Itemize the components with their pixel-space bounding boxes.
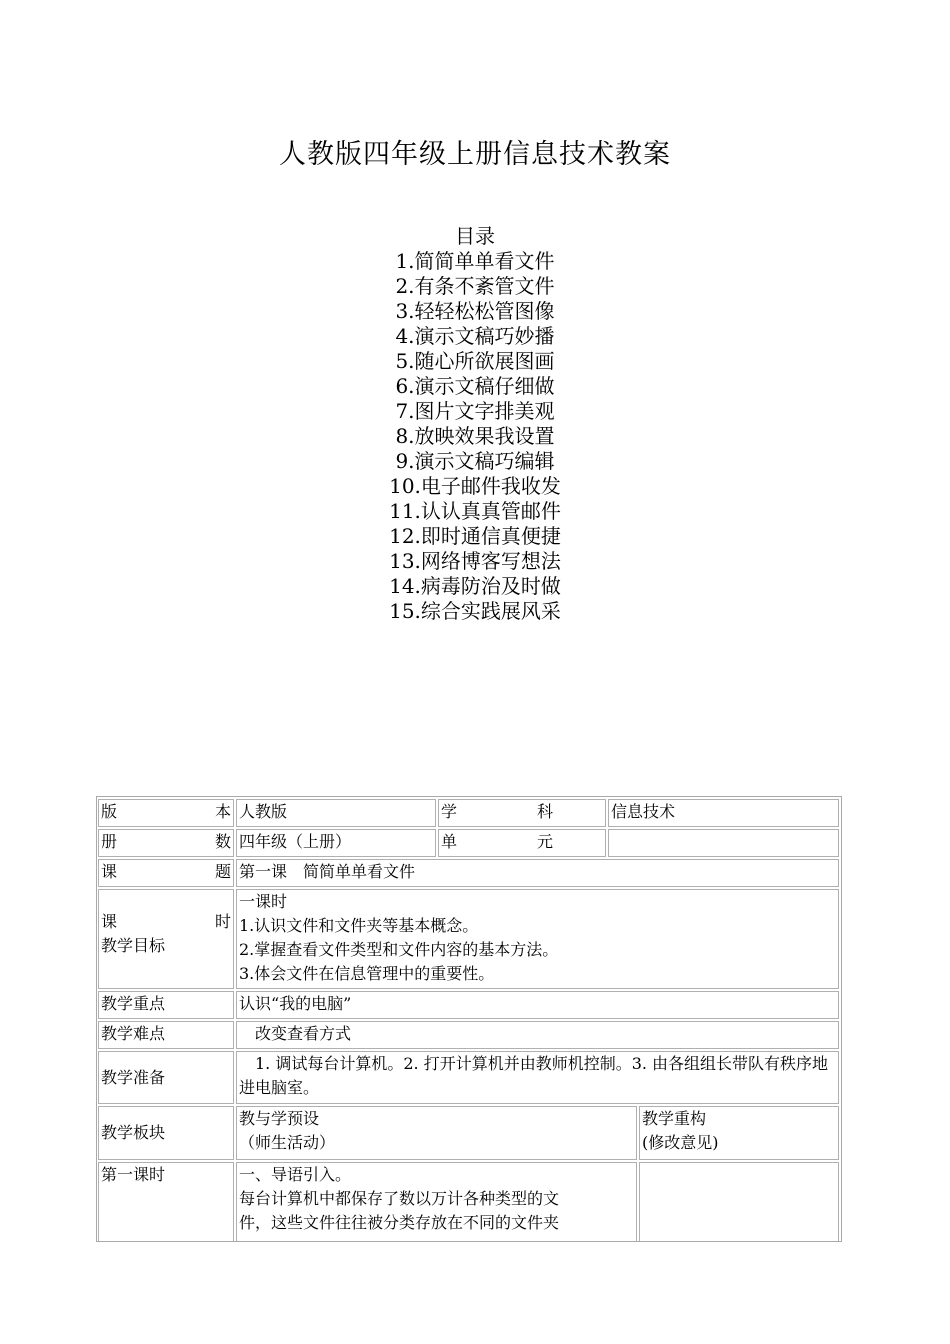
subject-label-char: 学 xyxy=(441,802,458,821)
toc-item: 12.即时通信真便捷 xyxy=(389,524,561,548)
edition-label xyxy=(98,799,234,827)
first-lesson-label: 第一课时 xyxy=(98,1162,234,1242)
toc-item: 6.演示文稿仔细做 xyxy=(395,374,555,398)
unit-label xyxy=(438,829,606,857)
edition-value: 人教版 xyxy=(236,799,436,827)
topic-label xyxy=(98,859,234,887)
goals-list xyxy=(239,914,836,986)
volume-value: 四年级（上册） xyxy=(236,829,436,857)
toc-item: 1.简简单单看文件 xyxy=(395,249,555,273)
goal-item: 1.认识文件和文件夹等基本概念。 xyxy=(239,916,479,935)
preparation-label: 教学准备 xyxy=(98,1051,234,1104)
goals-label: 教学目标 xyxy=(101,936,166,955)
first-lesson-line: 每台计算机中都保存了数以万计各种类型的文 xyxy=(239,1189,560,1208)
subject-label xyxy=(438,799,606,827)
subject-value: 信息技术 xyxy=(608,799,839,827)
hours-value: 一课时 xyxy=(239,892,288,911)
hours-goals-value xyxy=(236,889,839,989)
subject-label-char: 科 xyxy=(536,802,553,821)
key-point-value: 认识“我的电脑” xyxy=(236,991,839,1019)
goal-item: 3.体会文件在信息管理中的重要性。 xyxy=(239,964,495,983)
first-lesson-notes xyxy=(639,1162,839,1242)
toc-item: 15.综合实践展风采 xyxy=(389,599,561,623)
topic-value: 第一课 简简单单看文件 xyxy=(236,859,839,887)
goal-item: 2.掌握查看文件类型和文件内容的基本方法。 xyxy=(239,940,559,959)
toc-item: 9.演示文稿巧编辑 xyxy=(395,449,555,473)
hours-label-char: 时 xyxy=(214,912,231,931)
toc-item: 8.放映效果我设置 xyxy=(395,424,555,448)
preparation-value: 1. 调试每台计算机。2. 打开计算机并由教师机控制。3. 由各组组长带队有秩序地进电脑室。 xyxy=(236,1051,839,1104)
toc-item: 5.随心所欲展图画 xyxy=(395,349,555,373)
table-of-contents xyxy=(0,224,950,624)
toc-item: 7.图片文字排美观 xyxy=(395,399,555,423)
design-header-line1: 教与学预设 xyxy=(239,1109,320,1128)
unit-label-char: 单 xyxy=(441,832,458,851)
rebuild-header xyxy=(639,1106,839,1160)
first-lesson-line: 件，这些文件往往被分类存放在不同的文件夹 xyxy=(239,1213,560,1232)
volume-label-char: 数 xyxy=(214,832,231,851)
design-header-line2: （师生活动） xyxy=(239,1133,336,1152)
hours-label xyxy=(101,910,231,934)
rebuild-header-line1: 教学重构 xyxy=(642,1109,707,1128)
unit-value xyxy=(608,829,839,857)
toc-item: 2.有条不紊管文件 xyxy=(395,274,555,298)
hours-goals-label xyxy=(98,889,234,989)
lesson-info-table xyxy=(96,796,842,1242)
volume-label xyxy=(98,829,234,857)
hours-label-char: 课 xyxy=(101,912,118,931)
volume-label-char: 册 xyxy=(101,832,118,851)
toc-heading: 目录 xyxy=(455,224,495,248)
rebuild-header-line2: (修改意见) xyxy=(642,1133,719,1152)
unit-label-char: 元 xyxy=(536,832,553,851)
difficulty-value: 改变查看方式 xyxy=(236,1021,839,1049)
toc-item: 13.网络博客写想法 xyxy=(389,549,561,573)
toc-item: 4.演示文稿巧妙播 xyxy=(395,324,555,348)
document-title: 人教版四年级上册信息技术教案 xyxy=(279,139,671,170)
key-point-label: 教学重点 xyxy=(98,991,234,1019)
block-label: 教学板块 xyxy=(98,1106,234,1160)
toc-item: 14.病毒防治及时做 xyxy=(389,574,561,598)
topic-label-char: 题 xyxy=(214,862,231,881)
first-lesson-line: 一、导语引入。 xyxy=(239,1165,352,1184)
toc-list xyxy=(0,249,950,624)
design-header xyxy=(236,1106,637,1160)
toc-item: 11.认认真真管邮件 xyxy=(389,499,561,523)
topic-label-char: 课 xyxy=(101,862,118,881)
toc-item: 10.电子邮件我收发 xyxy=(389,474,561,498)
first-lesson-content xyxy=(236,1162,637,1242)
edition-label-char: 版 xyxy=(101,802,118,821)
difficulty-label: 教学难点 xyxy=(98,1021,234,1049)
edition-label-char: 本 xyxy=(214,802,231,821)
toc-item: 3.轻轻松松管图像 xyxy=(395,299,555,323)
